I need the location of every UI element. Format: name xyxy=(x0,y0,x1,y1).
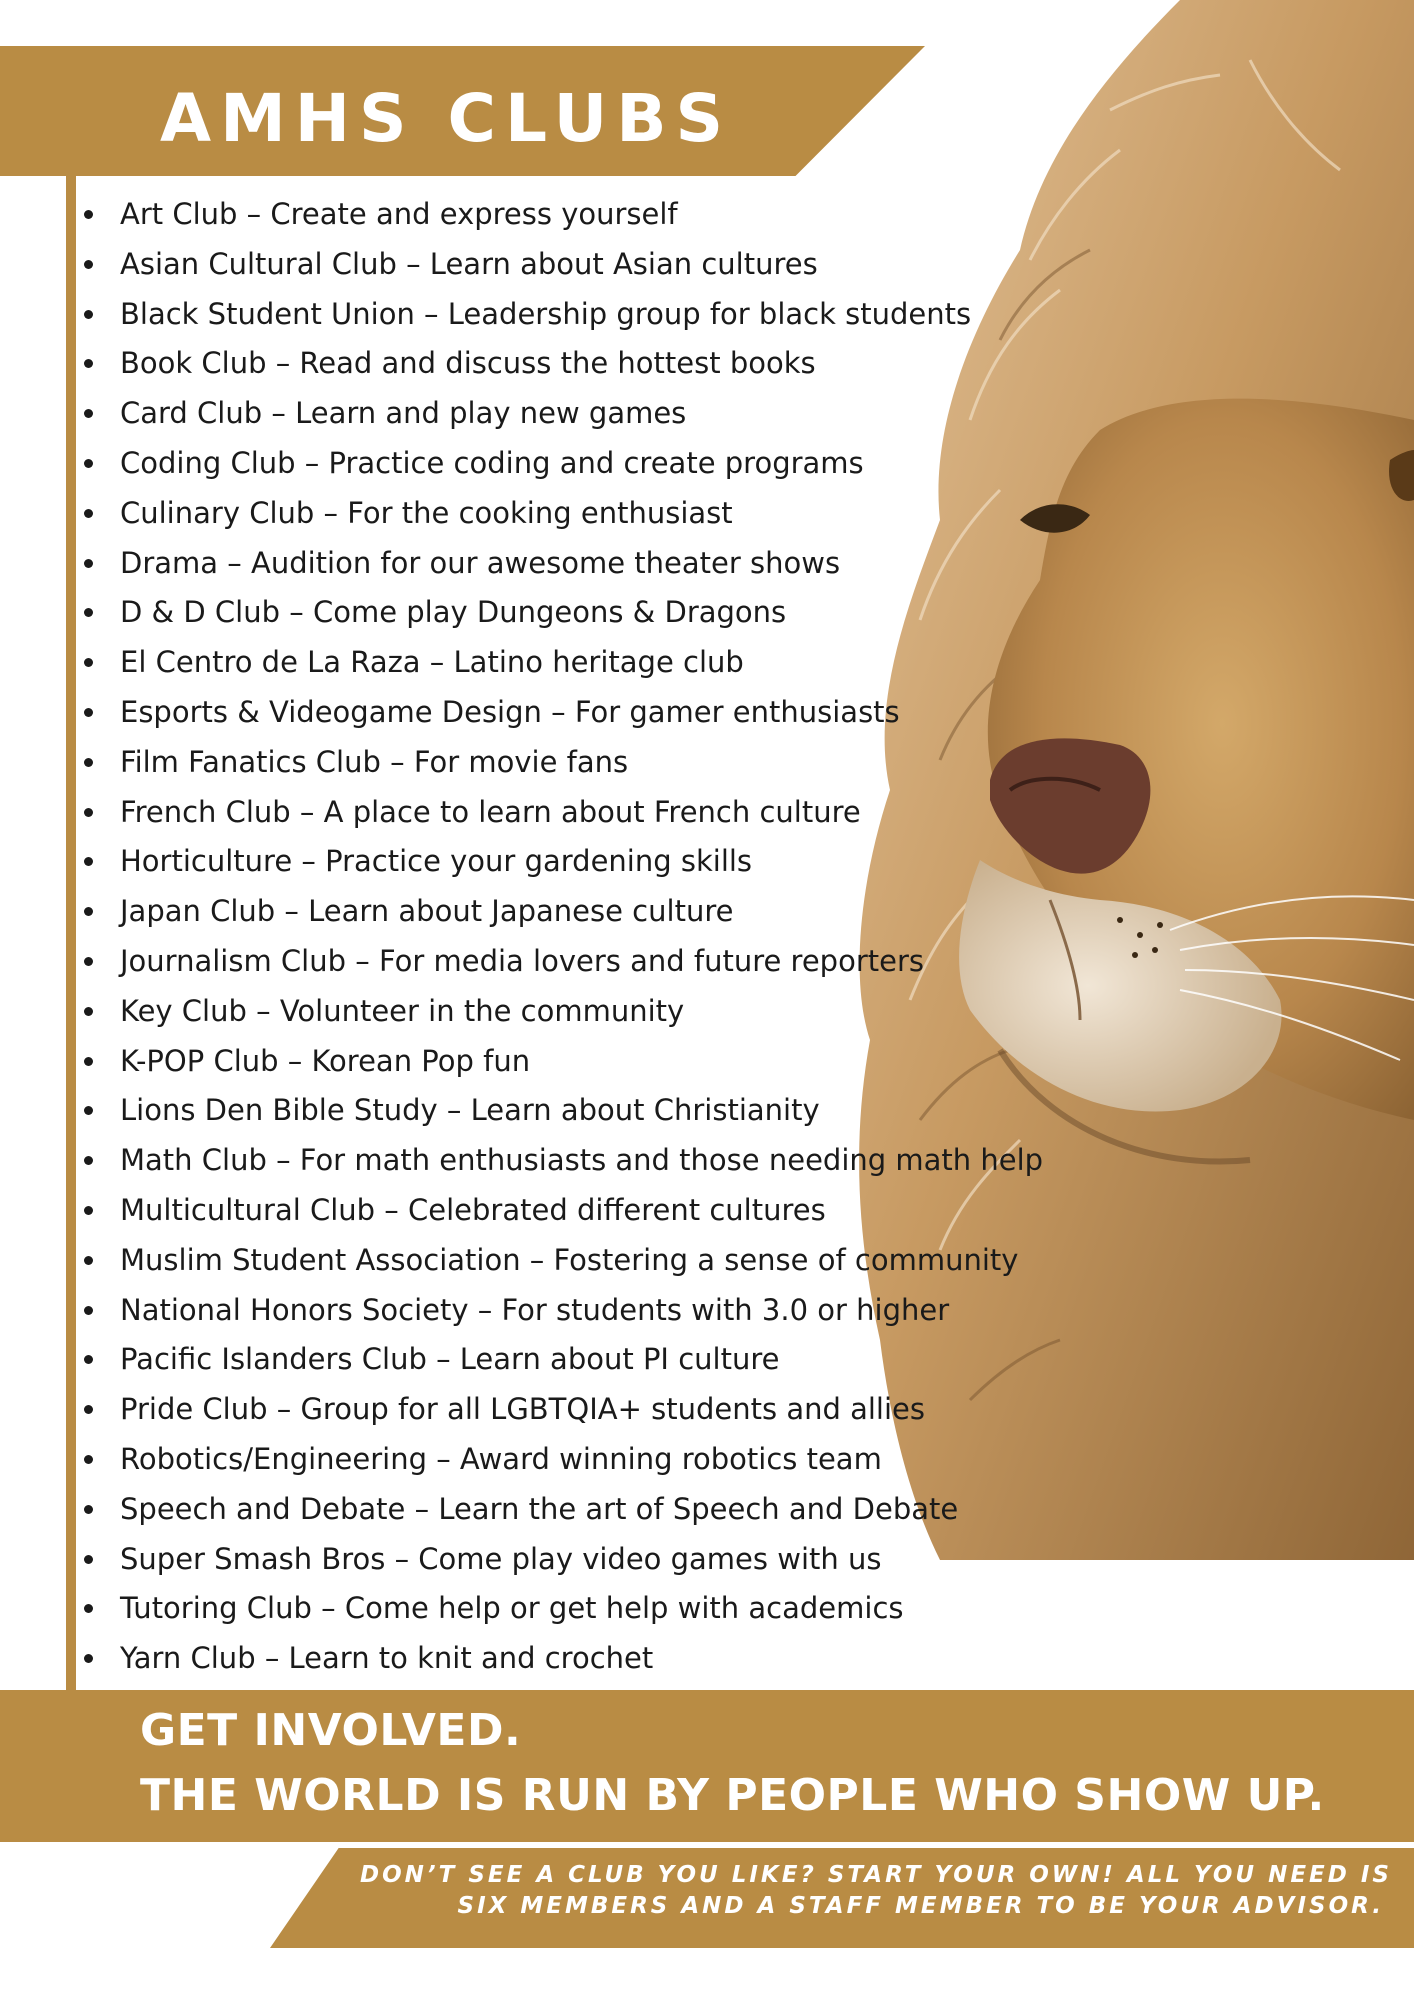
bullet-icon xyxy=(84,1455,93,1464)
club-text: Super Smash Bros – Come play video games with us xyxy=(120,1541,882,1576)
slogan-line-1: GET INVOLVED. xyxy=(140,1705,522,1756)
club-text: Multicultural Club – Celebrated different cultures xyxy=(120,1192,826,1227)
bullet-icon xyxy=(84,559,93,568)
bullet-icon xyxy=(84,1405,93,1414)
club-item xyxy=(80,837,1040,887)
bullet-icon xyxy=(84,509,93,518)
club-item xyxy=(80,539,1040,589)
club-text: Tutoring Club – Come help or get help with academics xyxy=(120,1591,904,1626)
club-text: Book Club – Read and discuss the hottest books xyxy=(120,346,816,381)
club-text: Robotics/Engineering – Award winning robotics team xyxy=(120,1441,882,1476)
bullet-icon xyxy=(84,758,93,767)
club-item xyxy=(80,1634,1040,1684)
slogan-line-2: THE WORLD IS RUN BY PEOPLE WHO SHOW UP. xyxy=(140,1770,1325,1821)
bullet-icon xyxy=(84,1654,93,1663)
club-item xyxy=(80,1335,1040,1385)
bullet-icon xyxy=(84,1007,93,1016)
club-text: Math Club – For math enthusiasts and those needing math help xyxy=(120,1143,1044,1178)
club-item xyxy=(80,1584,1040,1634)
club-item xyxy=(80,738,1040,788)
bullet-icon xyxy=(84,1256,93,1265)
club-item xyxy=(80,987,1040,1037)
bullet-icon xyxy=(84,1306,93,1315)
club-text: Drama – Audition for our awesome theater shows xyxy=(120,545,841,580)
club-text: Card Club – Learn and play new games xyxy=(120,396,687,431)
club-text: Esports & Videogame Design – For gamer enthusiasts xyxy=(120,694,900,729)
club-text: French Club – A place to learn about French culture xyxy=(120,794,861,829)
club-item xyxy=(80,638,1040,688)
bullet-icon xyxy=(84,608,93,617)
club-item xyxy=(80,339,1040,389)
bullet-icon xyxy=(84,1057,93,1066)
club-list xyxy=(80,190,1044,1684)
club-text: Japan Club – Learn about Japanese culture xyxy=(120,894,734,929)
club-text: Horticulture – Practice your gardening skills xyxy=(120,844,753,879)
club-text: Culinary Club – For the cooking enthusiast xyxy=(120,495,733,530)
club-item xyxy=(80,788,1040,838)
bullet-icon xyxy=(84,857,93,866)
bullet-icon xyxy=(84,1555,93,1564)
bullet-icon xyxy=(84,210,93,219)
club-item xyxy=(80,240,1040,290)
club-text: Film Fanatics Club – For movie fans xyxy=(120,744,629,779)
bullet-icon xyxy=(84,310,93,319)
club-item xyxy=(80,290,1040,340)
bullet-icon xyxy=(84,1206,93,1215)
club-text: Black Student Union – Leadership group for black students xyxy=(120,296,972,331)
club-item xyxy=(80,1236,1040,1286)
club-item xyxy=(80,1086,1040,1136)
bullet-icon xyxy=(84,1106,93,1115)
club-item xyxy=(80,439,1040,489)
club-item xyxy=(80,489,1040,539)
club-item xyxy=(80,190,1040,240)
bullet-icon xyxy=(84,957,93,966)
bullet-icon xyxy=(84,409,93,418)
club-text: Pacific Islanders Club – Learn about PI culture xyxy=(120,1342,780,1377)
club-item xyxy=(80,937,1040,987)
footer-line-1: DON’T SEE A CLUB YOU LIKE? START YOUR OWN! ALL YOU NEED IS xyxy=(360,1862,1392,1888)
club-text: Key Club – Volunteer in the community xyxy=(120,993,685,1028)
club-text: Lions Den Bible Study – Learn about Christianity xyxy=(120,1093,820,1128)
club-text: K-POP Club – Korean Pop fun xyxy=(120,1043,531,1078)
bullet-icon xyxy=(84,260,93,269)
page-title: AMHS CLUBS xyxy=(160,80,733,157)
club-item xyxy=(80,1535,1040,1585)
bullet-icon xyxy=(84,658,93,667)
club-item xyxy=(80,887,1040,937)
club-text: National Honors Society – For students with 3.0 or higher xyxy=(120,1292,950,1327)
club-item xyxy=(80,1286,1040,1336)
bullet-icon xyxy=(84,808,93,817)
club-text: El Centro de La Raza – Latino heritage club xyxy=(120,645,744,680)
club-text: Speech and Debate – Learn the art of Speech and Debate xyxy=(120,1491,959,1526)
left-rule xyxy=(66,176,76,1691)
bullet-icon xyxy=(84,1156,93,1165)
club-item xyxy=(80,588,1040,638)
club-item xyxy=(80,1037,1040,1087)
bullet-icon xyxy=(84,1505,93,1514)
bullet-icon xyxy=(84,359,93,368)
bullet-icon xyxy=(84,459,93,468)
club-item xyxy=(80,1485,1040,1535)
bullet-icon xyxy=(84,907,93,916)
club-item xyxy=(80,1186,1040,1236)
club-text: Coding Club – Practice coding and create programs xyxy=(120,445,864,480)
club-text: Muslim Student Association – Fostering a sense of community xyxy=(120,1242,1019,1277)
club-text: Journalism Club – For media lovers and future reporters xyxy=(120,943,924,978)
bullet-icon xyxy=(84,1355,93,1364)
bullet-icon xyxy=(84,708,93,717)
club-text: Pride Club – Group for all LGBTQIA+ students and allies xyxy=(120,1392,925,1427)
footer-line-2: SIX MEMBERS AND A STAFF MEMBER TO BE YOUR ADVISOR. xyxy=(457,1893,1384,1919)
club-text: Yarn Club – Learn to knit and crochet xyxy=(120,1641,654,1676)
club-item xyxy=(80,1136,1044,1186)
club-item xyxy=(80,688,1040,738)
club-item xyxy=(80,389,1040,439)
bullet-icon xyxy=(84,1604,93,1613)
club-text: Asian Cultural Club – Learn about Asian cultures xyxy=(120,246,818,281)
club-item xyxy=(80,1385,1040,1435)
club-text: Art Club – Create and express yourself xyxy=(120,197,678,231)
club-text: D & D Club – Come play Dungeons & Dragons xyxy=(120,595,787,630)
club-item xyxy=(80,1435,1040,1485)
